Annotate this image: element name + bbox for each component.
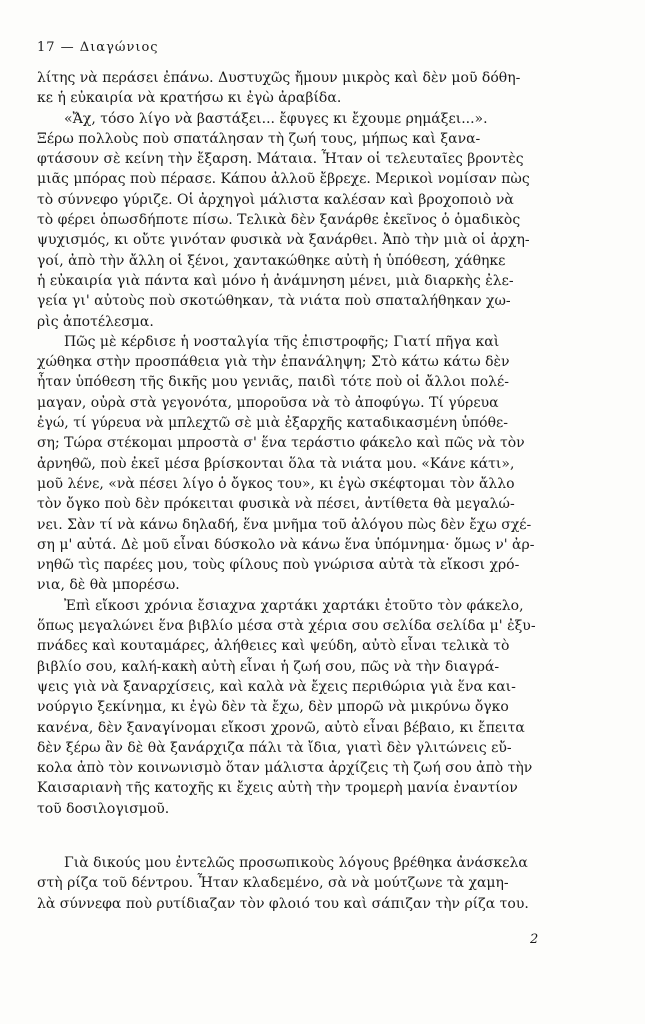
text-line: Καισαριανὴ τῆς κατοχῆς κι ἔχεις αὐτὴ τὴν τρομερὴ μανία ἐναντίον [37, 780, 518, 797]
text-line: μοῦ λένε, «νὰ πέσει λίγο ὁ ὄγκος του», κι ἐγὼ σκέφτομαι τὸν ἄλλο [37, 475, 515, 492]
text-line: Γιὰ δικούς μου ἐντελῶς προσωπικοὺς λόγους βρέθηκα ἀνάσκελα [64, 854, 528, 871]
text-line: κε ἡ εὐκαιρία νὰ κρατήσω κι ἐγὼ ἀραβίδα. [37, 90, 342, 107]
page-folio: 2 [530, 932, 539, 947]
text-line: βιβλίο σου, καλή-κακὴ αὐτὴ εἶναι ἡ ζωή σου, πῶς νὰ τὴν διαγρά- [37, 658, 500, 675]
text-line: μαγαν, οὐρὰ στὰ γεγονότα, μποροῦσα νὰ τὸ ἀποφύγω. Τί γύρευα [37, 394, 499, 411]
text-line: λὰ σύννεφα ποὺ ρυτίδιαζαν τὸν φλοιό του καὶ σάπιζαν τὴν ρίζα του. [37, 895, 529, 912]
text-line: λίτης νὰ περάσει ἐπάνω. Δυστυχῶς ἤμουν μικρὸς καὶ δὲν μοῦ δόθη- [37, 70, 521, 86]
text-line: Πῶς μὲ κέρδισε ἡ νοσταλγία τῆς ἐπιστροφῆς; Γιατί πῆγα καὶ [64, 333, 500, 350]
text-line: μιᾶς μπόρας ποὺ πέρασε. Κάπου ἀλλοῦ ἔβρεχε. Μερικοὶ νομίσαν πὼς [37, 171, 530, 188]
text-line: τὸ σύννεφο γύριζε. Οἱ ἀρχηγοὶ μάλιστα καλέσαν καὶ βροχοποιὸ νὰ [37, 191, 514, 208]
text-line: ρὶς ἀποτέλεσμα. [37, 313, 154, 330]
text-line: «Ἄχ, τόσο λίγο νὰ βαστάξει... ἔφυγες κι ἔχουμε ρημάξει...». [64, 110, 488, 127]
text-line: τοῦ δοσιλογισμοῦ. [37, 800, 170, 817]
paragraph-gap [37, 819, 611, 853]
text-line: στὴ ρίζα τοῦ δέντρου. Ἦταν κλαδεμένο, σὰ νὰ μούτζωνε τὰ χαμη- [37, 875, 509, 892]
text-line: ἡ εὐκαιρία γιὰ πάντα καὶ μόνο ἡ ἀνάμνηση μένει, μιὰ διαρκὴς ἐλε- [37, 272, 514, 289]
running-head: 17 — Διαγώνιος [37, 40, 159, 55]
text-line: ἦταν ὑπόθεση τῆς δικῆς μου γενιᾶς, παιδὶ τότε ποὺ οἱ ἄλλοι πολέ- [37, 374, 509, 391]
text-line: ὅπως μεγαλώνει ἕνα βιβλίο μέσα στὰ χέρια σου σελίδα σελίδα μ' ἐξυ- [37, 618, 536, 635]
text-line: ση μ' αὐτά. Δὲ μοῦ εἶναι δύσκολο νὰ κάνω ἕνα ὑπόμνημα· ὅμως ν' ἀρ- [37, 536, 535, 553]
text-line: ση; Τώρα στέκομαι μπροστὰ σ' ἕνα τεράστιο φάκελο καὶ πῶς νὰ τὸν [37, 435, 525, 452]
text-line: νει. Σὰν τί νὰ κάνω δηλαδή, ἕνα μνῆμα τοῦ ἀλόγου πὼς δὲν ἔχω σχέ- [37, 516, 532, 533]
text-line: νούργιο ξεκίνημα, κι ἐγὼ δὲν τὰ ἔχω, δὲν μπορῶ νὰ μικρύνω ὄγκο [37, 699, 509, 716]
text-line: τὸ φέρει ὁπωσδήποτε πίσω. Τελικὰ δὲν ξανάρθε ἐκεῖνος ὁ ὁμαδικὸς [37, 212, 521, 229]
text-line: ἐγώ, τί γύρευα νὰ μπλεχτῶ σὲ μιὰ ἐξαρχῆς καταδικασμένη ὑπόθε- [37, 415, 509, 432]
body-text [37, 68, 611, 914]
text-line: ψεις γιὰ νὰ ξαναρχίσεις, καὶ καλὰ νὰ ἔχεις περιθώρια γιὰ ἕνα και- [37, 678, 516, 695]
text-line: Ἐπὶ εἴκοσι χρόνια ἔσιαχνα χαρτάκι χαρτάκι ἐτοῦτο τὸν φάκελο, [64, 597, 524, 614]
text-line: τὸν ὄγκο ποὺ δὲν πρόκειται φυσικὰ νὰ πέσει, ἀντίθετα θὰ μεγαλώ- [37, 496, 515, 513]
text-line: φτάσουν σὲ κείνη τὴν ἔξαρση. Μάταια. Ἦταν οἱ τελευταῖες βροντὲς [37, 151, 524, 168]
text-line: Ξέρω πολλοὺς ποὺ σπατάλησαν τὴ ζωή τους, μήπως καὶ ξανα- [37, 130, 481, 147]
text-line: κολα ἀπὸ τὸν κοινωνισμὸ ὅταν μάλιστα ἀρχίζεις τὴ ζωή σου ἀπὸ τὴν [37, 760, 533, 777]
text-line: ἀρνηθῶ, ποὺ ἐκεῖ μέσα βρίσκονται ὅλα τὰ νιάτα μου. «Κάνε κάτι», [37, 455, 515, 472]
text-line: χώθηκα στὴν προσπάθεια γιὰ τὴν ἐπανάληψη; Στὸ κάτω κάτω δὲν [37, 354, 510, 371]
text-line: γεία γι' αὐτοὺς ποὺ σκοτώθηκαν, τὰ νιάτα ποὺ σπαταλήθηκαν χω- [37, 293, 511, 310]
text-line: δὲν ξέρω ἂν δὲ θὰ ξανάρχιζα πάλι τὰ ἴδια, γιατὶ δὲν γλιτώνεις εὔ- [37, 739, 512, 756]
text-line: κανένα, δὲν ξαναγίνομαι εἴκοσι χρονῶ, αὐτὸ εἶναι βέβαιο, κι ἔπειτα [37, 719, 525, 736]
text-line: νηθῶ τὶς παρέες μου, τοὺς φίλους ποὺ γνώρισα αὐτὰ τὰ εἴκοσι χρό- [37, 557, 520, 574]
text-line: πνάδες καὶ κουταμάρες, ἀλήθειες καὶ ψεύδη, αὐτὸ εἶναι τελικὰ τὸ [37, 638, 510, 655]
text-line: γοί, ἀπὸ τὴν ἄλλη οἱ ξένοι, χαντακώθηκε αὐτὴ ἡ ὑπόθεση, χάθηκε [37, 252, 506, 269]
text-line: νια, δὲ θὰ μπορέσω. [37, 577, 180, 594]
text-line: ψυχισμός, κι οὔτε γινόταν φυσικὰ νὰ ξανάρθει. Ἀπὸ τὴν μιὰ οἱ ἀρχη- [37, 232, 530, 249]
